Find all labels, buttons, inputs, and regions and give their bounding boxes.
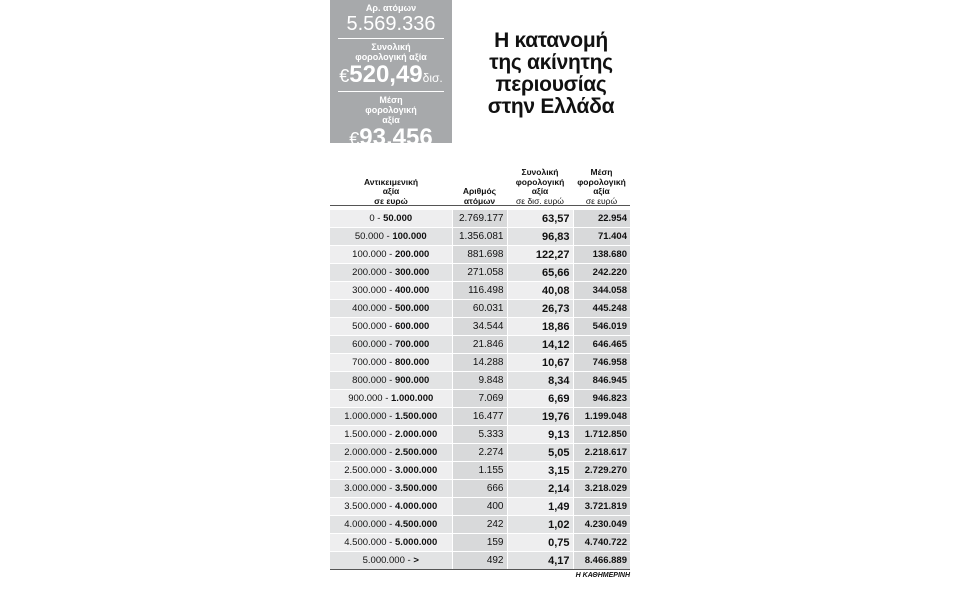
total-value-cell: 3,15 xyxy=(507,462,573,480)
table-top-rule xyxy=(330,205,630,206)
table-row xyxy=(330,426,630,444)
persons-cell: 7.069 xyxy=(452,390,507,408)
range-to: 1.000.000 xyxy=(391,393,434,404)
total-value-cell: 19,76 xyxy=(507,408,573,426)
headline-line: της ακίνητης xyxy=(489,51,613,74)
average-value-cell: 22.954 xyxy=(573,210,630,228)
table-row xyxy=(330,516,630,534)
publisher-credit: Η ΚΑΘΗΜΕΡΙΝΗ xyxy=(575,572,630,579)
range-from: 500.000 xyxy=(352,321,387,332)
range-to: 50.000 xyxy=(383,213,413,224)
header-text: Αντικειμενική xyxy=(363,176,419,187)
range-to: 2.500.000 xyxy=(394,447,438,458)
header-text: αξία xyxy=(593,186,610,196)
persons-cell: 1.155 xyxy=(452,462,507,480)
header-text: ατόμων xyxy=(463,195,496,206)
average-value-cell: 4.230.049 xyxy=(573,516,630,534)
table-row xyxy=(330,228,630,246)
average-value-cell: 71.404 xyxy=(573,228,630,246)
range-cell: 1.500.000 - 2.000.000 xyxy=(330,426,452,444)
total-value-label: Συνολική φορολογική αξία xyxy=(355,42,427,62)
stats-divider xyxy=(338,91,444,92)
range-cell: 3.000.000 - 3.500.000 xyxy=(330,480,452,498)
average-value-cell: 546.019 xyxy=(573,318,630,336)
range-from: 800.000 xyxy=(352,375,387,386)
range-from: 0 xyxy=(369,213,375,224)
average-value-cell: 846.945 xyxy=(573,372,630,390)
average-value-cell: 344.058 xyxy=(573,282,630,300)
range-to: 1.500.000 xyxy=(394,411,438,422)
total-unit: δισ. xyxy=(422,71,443,85)
total-value-cell: 122,27 xyxy=(507,246,573,264)
range-to: 300.000 xyxy=(394,267,430,278)
total-value-cell: 96,83 xyxy=(507,228,573,246)
total-value-cell: 1,49 xyxy=(507,498,573,516)
average-value-cell: 3.218.029 xyxy=(573,480,630,498)
average-value-cell: 1.712.850 xyxy=(573,426,630,444)
total-value-cell: 2,14 xyxy=(507,480,573,498)
table-row xyxy=(330,444,630,462)
range-from: 200.000 xyxy=(352,267,387,278)
total-value-cell: 1,02 xyxy=(507,516,573,534)
range-cell: 4.500.000 - 5.000.000 xyxy=(330,534,452,552)
range-cell: 600.000 - 700.000 xyxy=(330,336,452,354)
range-from: 1.000.000 xyxy=(344,411,387,422)
headline-line: στην Ελλάδα xyxy=(487,95,615,118)
range-cell: 800.000 - 900.000 xyxy=(330,372,452,390)
range-from: 2.500.000 xyxy=(344,465,387,476)
header-range xyxy=(330,152,452,210)
header-text: φορολογική xyxy=(577,176,626,187)
range-to: 3.000.000 xyxy=(394,465,438,476)
range-from: 2.000.000 xyxy=(344,447,387,458)
total-value xyxy=(330,62,452,88)
table-header-row xyxy=(330,152,630,210)
header-persons xyxy=(452,152,507,210)
total-value-cell: 26,73 xyxy=(507,300,573,318)
persons-cell: 16.477 xyxy=(452,408,507,426)
stats-divider xyxy=(338,38,444,39)
average-value-cell: 242.220 xyxy=(573,264,630,282)
range-to: 700.000 xyxy=(394,339,430,350)
persons-cell: 9.848 xyxy=(452,372,507,390)
persons-value: 5.569.336 xyxy=(346,13,436,35)
persons-cell: 400 xyxy=(452,498,507,516)
table-row xyxy=(330,480,630,498)
header-total xyxy=(507,152,573,210)
range-to: 2.000.000 xyxy=(394,429,438,440)
range-to: 400.000 xyxy=(394,285,430,296)
total-amount: 520,49 xyxy=(349,61,423,88)
persons-cell: 21.846 xyxy=(452,336,507,354)
property-distribution-table xyxy=(330,152,630,570)
average-value-cell: 3.721.819 xyxy=(573,498,630,516)
table-row xyxy=(330,462,630,480)
range-to: > xyxy=(413,555,419,566)
header-text: αξία xyxy=(382,186,400,196)
persons-cell: 5.333 xyxy=(452,426,507,444)
table-bottom-rule xyxy=(330,569,630,570)
header-text: φορολογική xyxy=(515,176,565,187)
average-value-cell: 2.729.270 xyxy=(573,462,630,480)
average-value-cell: 946.823 xyxy=(573,390,630,408)
header-text: σε ευρώ xyxy=(585,195,618,206)
average-value-cell: 646.465 xyxy=(573,336,630,354)
average-value-cell: 746.958 xyxy=(573,354,630,372)
range-cell: 200.000 - 300.000 xyxy=(330,264,452,282)
range-cell: 900.000 - 1.000.000 xyxy=(330,390,452,408)
persons-cell: 2.274 xyxy=(452,444,507,462)
range-to: 800.000 xyxy=(394,357,430,368)
headline-line: περιουσίας xyxy=(495,73,607,96)
table-row xyxy=(330,552,630,570)
range-cell: 3.500.000 - 4.000.000 xyxy=(330,498,452,516)
range-to: 4.500.000 xyxy=(394,519,438,530)
range-to: 900.000 xyxy=(394,375,430,386)
table-row xyxy=(330,318,630,336)
average-value-cell: 138.680 xyxy=(573,246,630,264)
average-value-cell: 4.740.722 xyxy=(573,534,630,552)
range-cell: 0 - 50.000 xyxy=(330,210,452,228)
range-to: 100.000 xyxy=(392,231,427,242)
range-cell: 100.000 - 200.000 xyxy=(330,246,452,264)
table-row xyxy=(330,336,630,354)
header-average xyxy=(573,152,630,210)
persons-cell: 14.288 xyxy=(452,354,507,372)
average-value-label: Μέση φορολογική αξία xyxy=(365,95,417,125)
range-cell: 4.000.000 - 4.500.000 xyxy=(330,516,452,534)
total-value-cell: 18,86 xyxy=(507,318,573,336)
range-to: 5.000.000 xyxy=(394,537,438,548)
header-text: Αριθμός xyxy=(462,186,497,196)
range-to: 200.000 xyxy=(394,249,430,260)
header-text: Μέση xyxy=(590,167,613,177)
range-to: 500.000 xyxy=(394,303,430,314)
persons-cell: 492 xyxy=(452,552,507,570)
headline-line: Η κατανομή xyxy=(494,29,608,52)
range-cell: 50.000 - 100.000 xyxy=(330,228,452,246)
table-row xyxy=(330,390,630,408)
range-to: 3.500.000 xyxy=(394,483,438,494)
range-from: 5.000.000 xyxy=(362,555,405,566)
persons-cell: 666 xyxy=(452,480,507,498)
table-row xyxy=(330,498,630,516)
average-value-cell: 2.218.617 xyxy=(573,444,630,462)
average-value-cell: 8.466.889 xyxy=(573,552,630,570)
table-row xyxy=(330,408,630,426)
headline xyxy=(466,30,636,118)
total-value-cell: 10,67 xyxy=(507,354,573,372)
range-cell: 300.000 - 400.000 xyxy=(330,282,452,300)
total-value-cell: 5,05 xyxy=(507,444,573,462)
total-value-cell: 6,69 xyxy=(507,390,573,408)
range-cell: 500.000 - 600.000 xyxy=(330,318,452,336)
persons-cell: 1.356.081 xyxy=(452,228,507,246)
range-from: 700.000 xyxy=(352,357,387,368)
range-from: 3.000.000 xyxy=(344,483,387,494)
header-text: αξία xyxy=(531,186,549,196)
range-from: 400.000 xyxy=(352,303,387,314)
persons-cell: 271.058 xyxy=(452,264,507,282)
range-to: 600.000 xyxy=(394,321,430,332)
persons-cell: 116.498 xyxy=(452,282,507,300)
header-text: σε δισ. ευρώ xyxy=(516,195,564,206)
total-currency: € xyxy=(339,66,350,86)
range-from: 3.500.000 xyxy=(344,501,387,512)
total-value-cell: 40,08 xyxy=(507,282,573,300)
range-cell: 2.500.000 - 3.000.000 xyxy=(330,462,452,480)
total-value-cell: 9,13 xyxy=(507,426,573,444)
range-from: 100.000 xyxy=(352,249,387,260)
range-from: 300.000 xyxy=(352,285,387,296)
table-row xyxy=(330,282,630,300)
total-value-cell: 8,34 xyxy=(507,372,573,390)
table-row xyxy=(330,372,630,390)
header-text: σε ευρώ xyxy=(374,195,408,206)
persons-cell: 34.544 xyxy=(452,318,507,336)
average-value-cell: 445.248 xyxy=(573,300,630,318)
range-cell: 2.000.000 - 2.500.000 xyxy=(330,444,452,462)
table-row xyxy=(330,354,630,372)
range-cell: 400.000 - 500.000 xyxy=(330,300,452,318)
total-value-cell: 63,57 xyxy=(507,210,573,228)
table-row xyxy=(330,246,630,264)
table-row xyxy=(330,264,630,282)
persons-cell: 159 xyxy=(452,534,507,552)
range-from: 1.500.000 xyxy=(344,429,387,440)
total-value-cell: 0,75 xyxy=(507,534,573,552)
range-cell: 5.000.000 - > xyxy=(330,552,452,570)
average-amount: 93.456 xyxy=(359,124,433,151)
table-row xyxy=(330,300,630,318)
range-cell: 1.000.000 - 1.500.000 xyxy=(330,408,452,426)
persons-cell: 881.698 xyxy=(452,246,507,264)
header-text: Συνολική xyxy=(521,167,559,177)
persons-cell: 60.031 xyxy=(452,300,507,318)
average-value-cell: 1.199.048 xyxy=(573,408,630,426)
table-row xyxy=(330,534,630,552)
total-value-cell: 65,66 xyxy=(507,264,573,282)
persons-cell: 2.769.177 xyxy=(452,210,507,228)
range-from: 4.500.000 xyxy=(344,537,387,548)
table-row xyxy=(330,210,630,228)
range-from: 50.000 xyxy=(354,231,384,242)
persons-label: Αρ. ατόμων xyxy=(365,3,417,13)
range-from: 900.000 xyxy=(348,393,383,404)
total-value-cell: 14,12 xyxy=(507,336,573,354)
table-body xyxy=(330,210,630,570)
range-from: 600.000 xyxy=(352,339,387,350)
stats-box xyxy=(330,0,452,151)
range-to: 4.000.000 xyxy=(394,501,438,512)
average-value xyxy=(330,125,452,151)
range-from: 4.000.000 xyxy=(344,519,387,530)
range-cell: 700.000 - 800.000 xyxy=(330,354,452,372)
persons-cell: 242 xyxy=(452,516,507,534)
total-value-cell: 4,17 xyxy=(507,552,573,570)
average-currency: € xyxy=(349,129,360,149)
